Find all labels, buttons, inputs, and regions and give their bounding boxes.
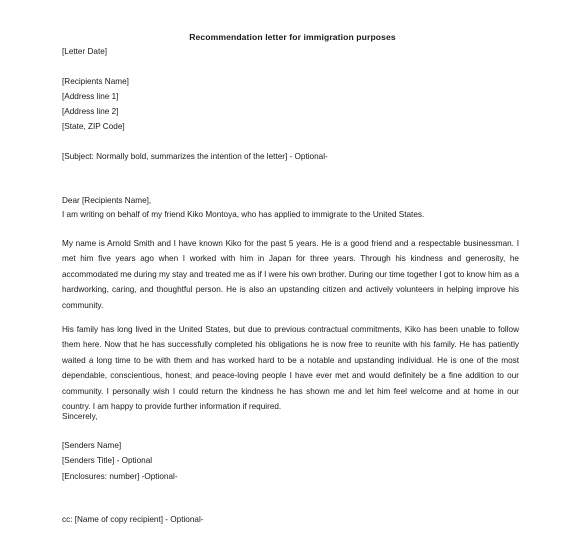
recipient-name: [Recipients Name] bbox=[62, 77, 129, 86]
body-paragraph-2: His family has long lived in the United States, but due to previous contractual commitments, Kiko has been unable to follow them here. Now that he has successfully completed his obligations he is now free to reunite with his family. He has patiently waited a long time to be with them and has worked hard to be a notable and upstanding individual. He is one of the most dependable, conscientious, honest, and peace-loving people I have ever met and would definitely be a fine addition to our community. I personally wish I could return the kindness he has shown me and let him feel welcome and at home in our country. I am happy to provide further information if required. bbox=[62, 325, 519, 412]
recipient-state-zip: [State, ZIP Code] bbox=[62, 122, 125, 131]
letter-date: [Letter Date] bbox=[62, 47, 108, 56]
body-paragraph-1: My name is Arnold Smith and I have known Kiko for the past 5 years. He is a good friend and a respectable businessman. I met him five years ago when I worked with him in Japan for three years. Through his kindness and generosity, he accommodated me during my stay and treated me as if I were his own brother. During our time together I got to know him as a hardworking, caring, and thoughtful person. He is also an upstanding citizen and actively volunteers in helping improve his community. bbox=[62, 239, 519, 310]
letter-subject: [Subject: Normally bold, summarizes the intention of the letter] - Optional- bbox=[62, 152, 328, 161]
salutation: Dear [Recipients Name], bbox=[62, 196, 152, 205]
cc-line: cc: [Name of copy recipient] - Optional- bbox=[62, 515, 204, 524]
sender-name: [Senders Name] bbox=[62, 441, 122, 450]
closing: Sincerely, bbox=[62, 412, 98, 421]
enclosures: [Enclosures: number] -Optional- bbox=[62, 472, 178, 481]
recipient-address-line-2: [Address line 2] bbox=[62, 107, 119, 116]
letter-title: Recommendation letter for immigration purposes bbox=[189, 32, 396, 42]
intro-line: I am writing on behalf of my friend Kiko Montoya, who has applied to immigrate to the United States. bbox=[62, 210, 425, 219]
sender-title: [Senders Title] - Optional bbox=[62, 456, 153, 465]
recipient-address-line-1: [Address line 1] bbox=[62, 92, 119, 101]
